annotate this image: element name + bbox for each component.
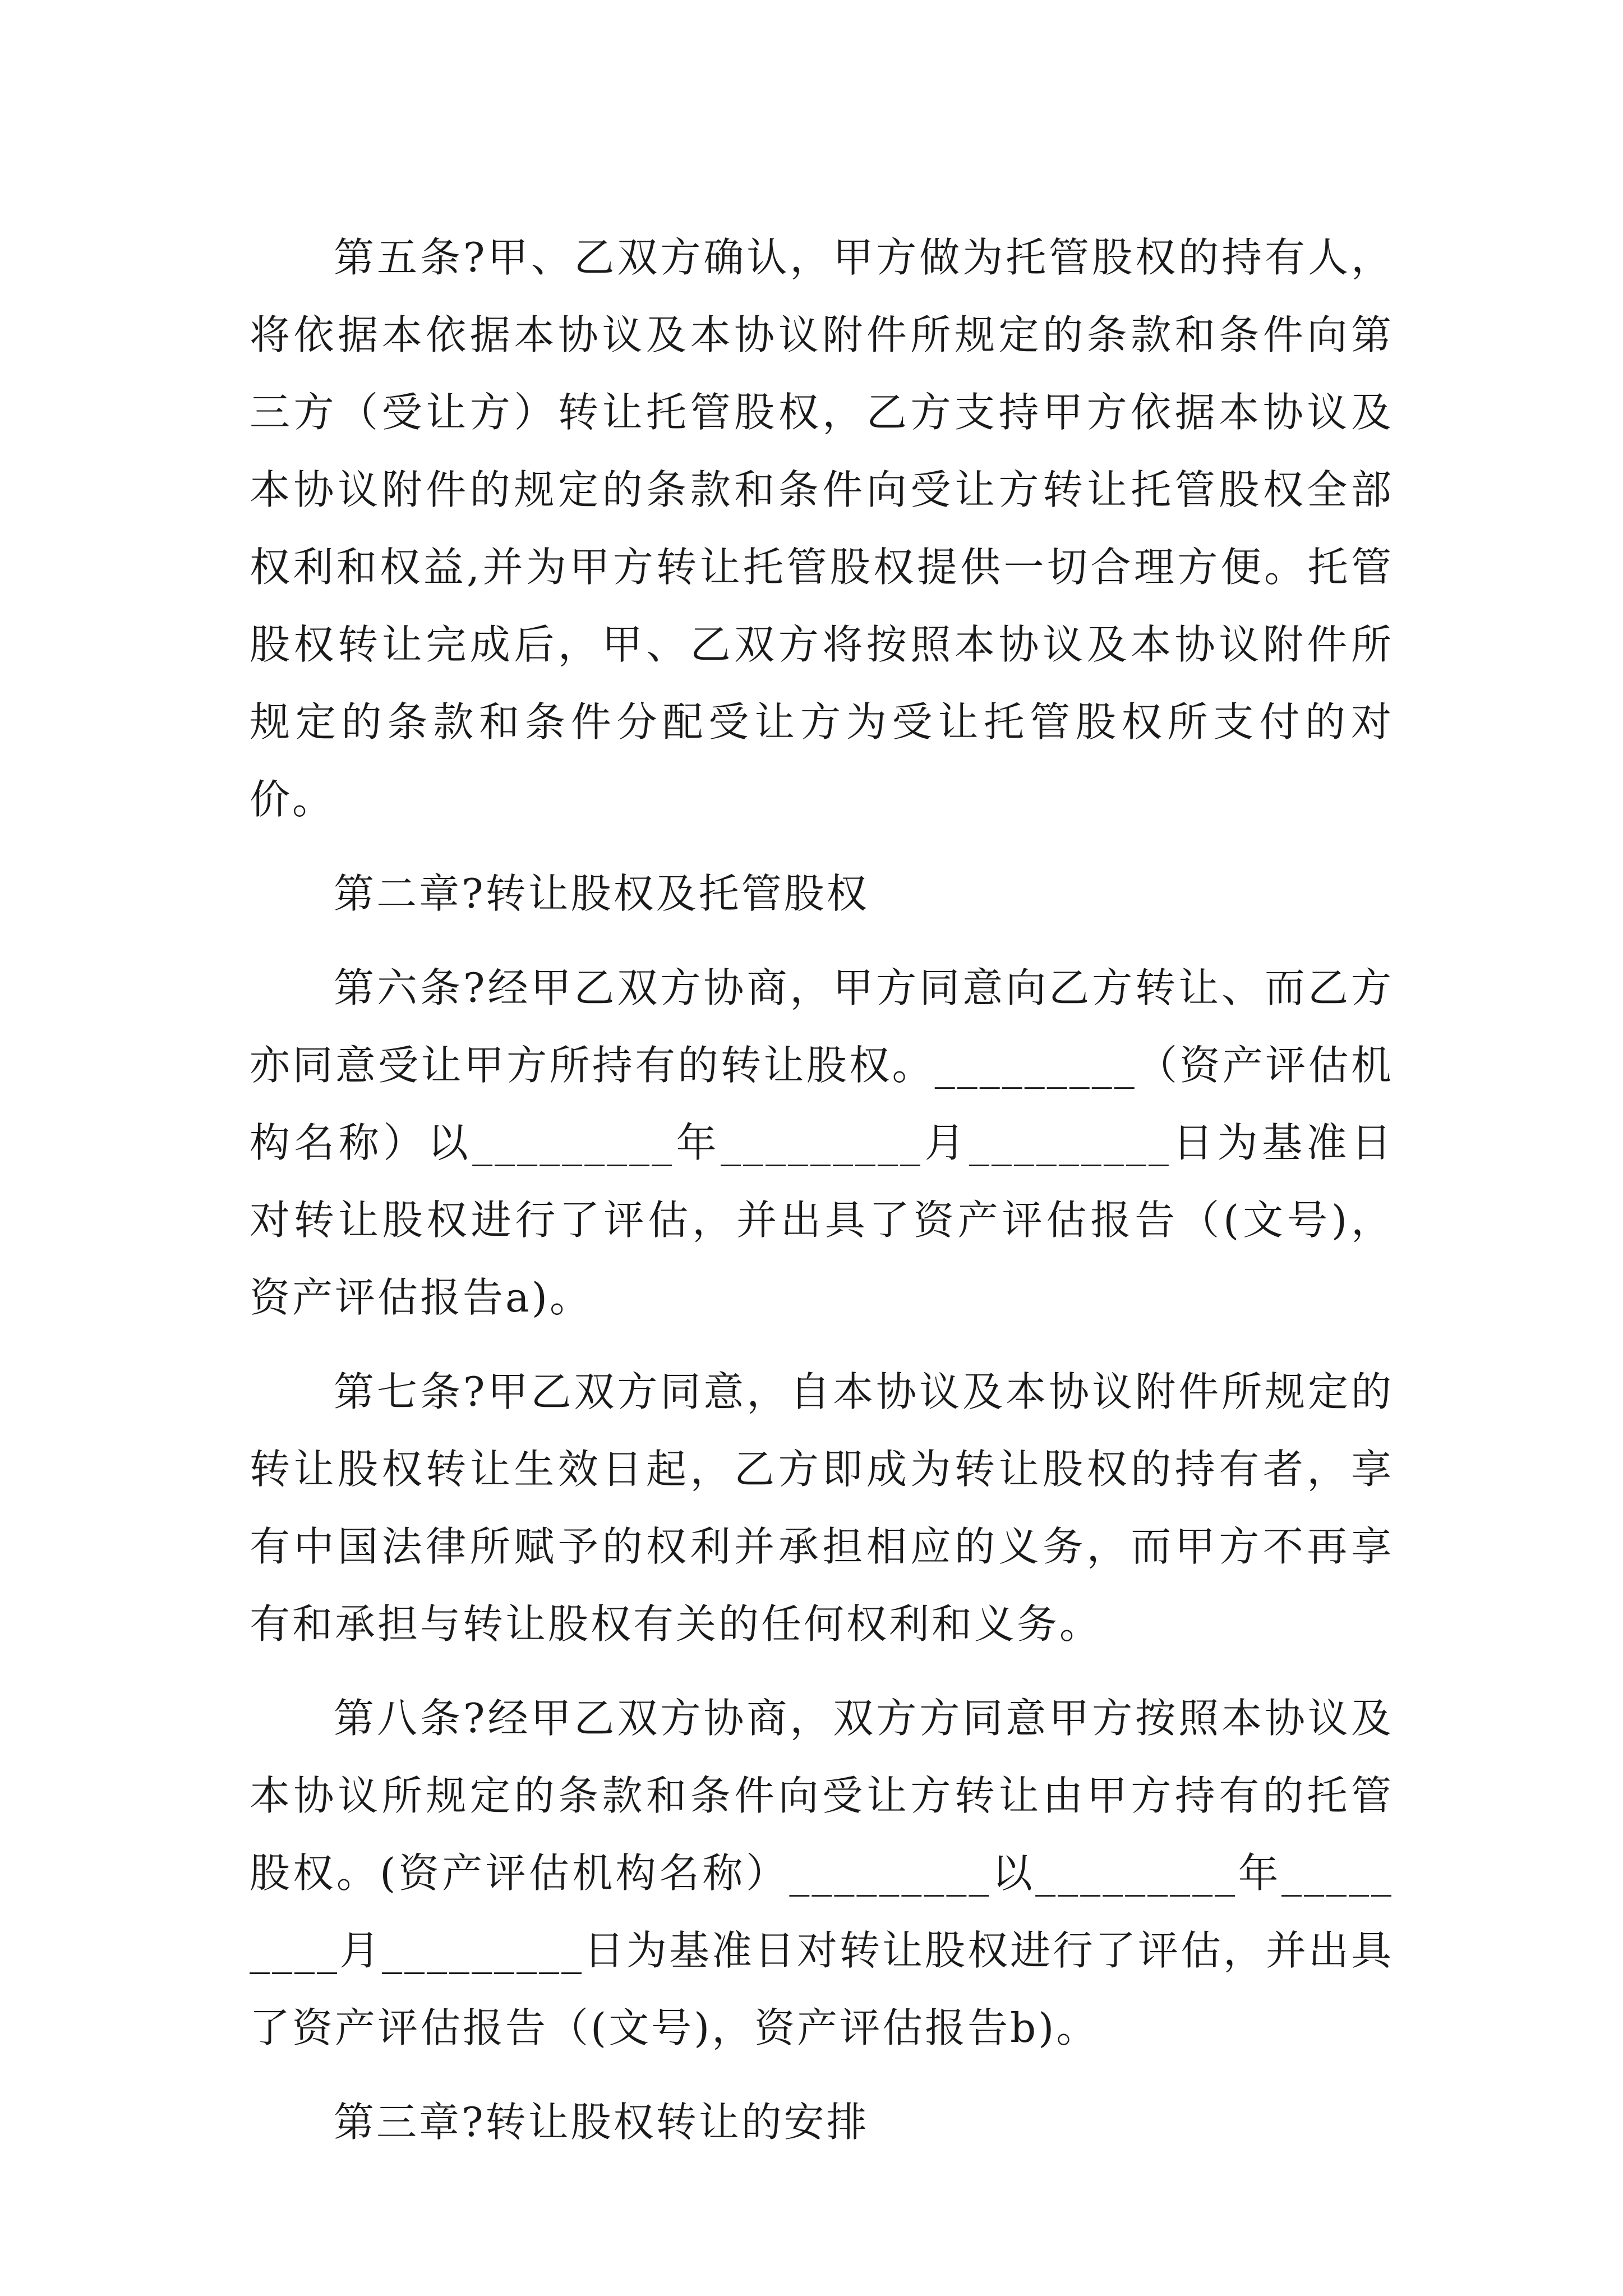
article-7-paragraph: 第七条?甲乙双方同意，自本协议及本协议附件所规定的转让股权转让生效日起，乙方即成为转让股权的持有者，享有中国法律所赋予的权利并承担相应的义务，而甲方不再享有和承担与转让股权有关的任何权利和义务。: [250, 1368, 1394, 1648]
article-6-paragraph: 第六条?经甲乙双方协商，甲方同意向乙方转让、而乙方亦同意受让甲方所持有的转让股权。_________（资产评估机构名称）以_________年_________月_________日为基准日对转让股权进行了评估，并出具了资产评估报告（(文号)，资产评估报告a)。: [250, 964, 1394, 1321]
article-5-paragraph: 第五条?甲、乙双方确认，甲方做为托管股权的持有人，将依据本依据本协议及本协议附件所规定的条款和条件向第三方（受让方）转让托管股权，乙方支持甲方依据本协议及本协议附件的规定的条款和条件向受让方转让托管股权全部权利和权益,并为甲方转让托管股权提供一切合理方便。托管股权转让完成后，甲、乙双方将按照本协议及本协议附件所规定的条款和条件分配受让方为受让托管股权所支付的对价。: [250, 234, 1394, 823]
document-body: [250, 219, 1394, 2161]
chapter-2-heading: 第二章?转让股权及托管股权: [334, 870, 869, 917]
chapter-3-heading: 第三章?转让股权转让的安排: [334, 2099, 869, 2146]
article-8-paragraph: 第八条?经甲乙双方协商，双方方同意甲方按照本协议及本协议所规定的条款和条件向受让方转让由甲方持有的托管股权。(资产评估机构名称）_________以_________年_________月_________日为基准日对转让股权进行了评估，并出具了资产评估报告（(文号)，资产评估报告b)。: [250, 1695, 1394, 2051]
